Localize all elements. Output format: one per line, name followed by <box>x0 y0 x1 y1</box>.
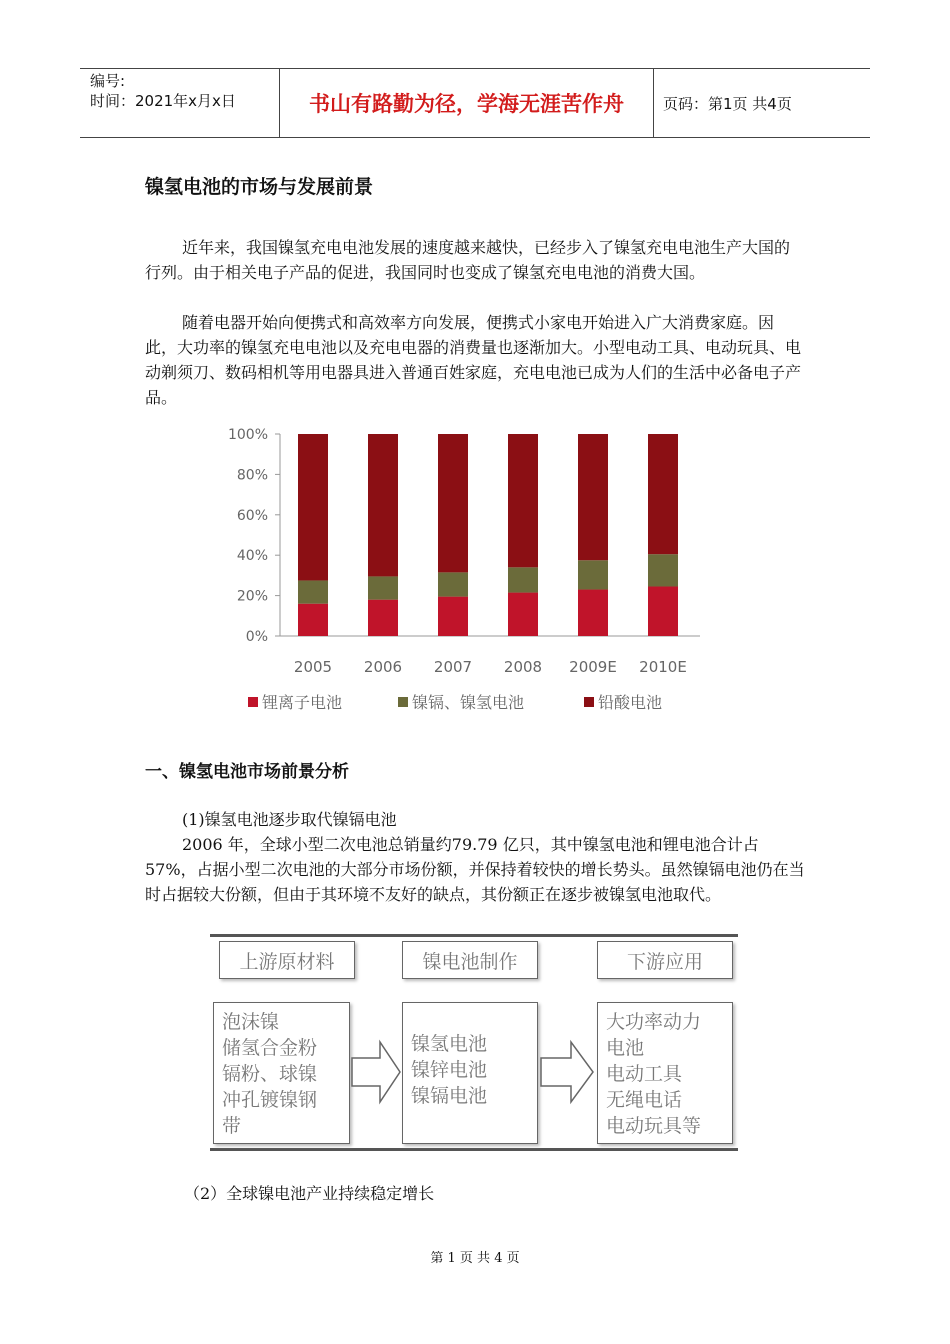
header-meta <box>80 69 280 137</box>
paragraph-1: 近年来，我国镍氢充电电池发展的速度越来越快，已经步入了镍氢充电电池生产大国的行列。由于相关电子产品的促进，我国同时也变成了镍氢充电电池的消费大国。 <box>145 238 791 282</box>
header-page: 页码：第1页 共4页 <box>663 94 792 113</box>
paragraph-2: 随着电器开始向便携式和高效率方向发展，便携式小家电开始进入广大消费家庭。因此，大功率的镍氢充电电池以及充电电器的消费量也逐渐加大。小型电动工具、电动玩具、电动剃须刀、数码相机等用电器具进入普通百姓家庭，充电电池已成为人们的生活中必备电子产品。 <box>145 313 802 407</box>
y-tick-label: 0% <box>245 629 268 645</box>
legend-label: 锂离子电池 <box>262 693 343 712</box>
bar-segment <box>578 590 608 636</box>
legend-swatch <box>584 697 594 707</box>
bar-segment <box>648 434 678 554</box>
bar-segment <box>368 576 398 599</box>
arrow-right-icon <box>350 1038 404 1106</box>
x-tick-label: 2010E <box>639 658 687 676</box>
x-tick-label: 2005 <box>293 658 333 676</box>
x-tick-label: 2008 <box>503 658 543 676</box>
legend-label: 铅酸电池 <box>598 693 663 712</box>
head-upstream: 上游原材料 <box>219 941 355 979</box>
body-downstream: 大功率动力 电池 电动工具 无绳电话 电动玩具等 <box>597 1002 733 1144</box>
bar-segment <box>298 580 328 603</box>
y-tick-label: 80% <box>236 467 268 484</box>
body-manufacturing: 镍氢电池 镍锌电池 镍镉电池 <box>402 1002 538 1144</box>
document-title: 镍氢电池的市场与发展前景 <box>145 176 374 198</box>
bar-segment <box>648 587 678 636</box>
bottom-rule <box>210 1148 738 1151</box>
bar-segment <box>438 597 468 636</box>
head-manufacturing: 镍电池制作 <box>402 941 538 979</box>
supply-chain-diagram <box>210 934 738 1152</box>
bar-segment <box>578 434 608 560</box>
legend-swatch <box>398 697 408 707</box>
bar-segment <box>368 434 398 576</box>
x-tick-label: 2009E <box>569 658 617 676</box>
y-tick-label: 100% <box>227 427 268 443</box>
legend-swatch <box>248 697 258 707</box>
x-tick-label: 2007 <box>433 658 473 676</box>
bar-segment <box>508 434 538 567</box>
section-heading: 一、镍氢电池市场前景分析 <box>145 762 349 782</box>
bar-segment <box>578 560 608 589</box>
battery-share-chart <box>210 420 710 720</box>
page-footer: 第 1 页 共 4 页 <box>430 1251 520 1266</box>
subheading-2: （2）全球镍电池产业持续稳定增长 <box>184 1184 435 1203</box>
x-tick-label: 2006 <box>363 658 403 676</box>
bar-segment <box>508 567 538 592</box>
bar-segment <box>648 554 678 586</box>
header-motto: 书山有路勤为径，学海无涯苦作舟 <box>280 69 654 137</box>
bar-segment <box>298 434 328 580</box>
bar-segment <box>368 600 398 636</box>
subheading-1: (1)镍氢电池逐步取代镍镉电池 <box>182 810 397 829</box>
header-table <box>80 68 870 138</box>
legend-label: 镍镉、镍氢电池 <box>412 693 525 712</box>
y-tick-label: 20% <box>236 588 268 605</box>
arrow-right-icon <box>539 1038 597 1106</box>
time-label: 时间：2021年x月x日 <box>90 92 236 110</box>
body-upstream: 泡沫镍 储氢合金粉 镉粉、球镍 冲孔镀镍钢 带 <box>213 1002 350 1144</box>
number-label: 编号: <box>90 72 126 90</box>
top-rule <box>210 934 738 937</box>
section-paragraph: 2006 年，全球小型二次电池总销量约79.79 亿只，其中镍氢电池和锂电池合计占57%，占据小型二次电池的大部分市场份额，并保持着较快的增长势头。虽然镍镉电池仍在当时占据较大份额，但由于其环境不友好的缺点，其份额正在逐步被镍氢电池取代。 <box>145 835 805 904</box>
bar-segment <box>438 572 468 596</box>
bar-segment <box>438 434 468 572</box>
bar-segment <box>298 604 328 636</box>
y-tick-label: 60% <box>236 507 268 524</box>
head-downstream: 下游应用 <box>597 941 733 979</box>
y-tick-label: 40% <box>236 548 268 565</box>
bar-segment <box>508 593 538 636</box>
